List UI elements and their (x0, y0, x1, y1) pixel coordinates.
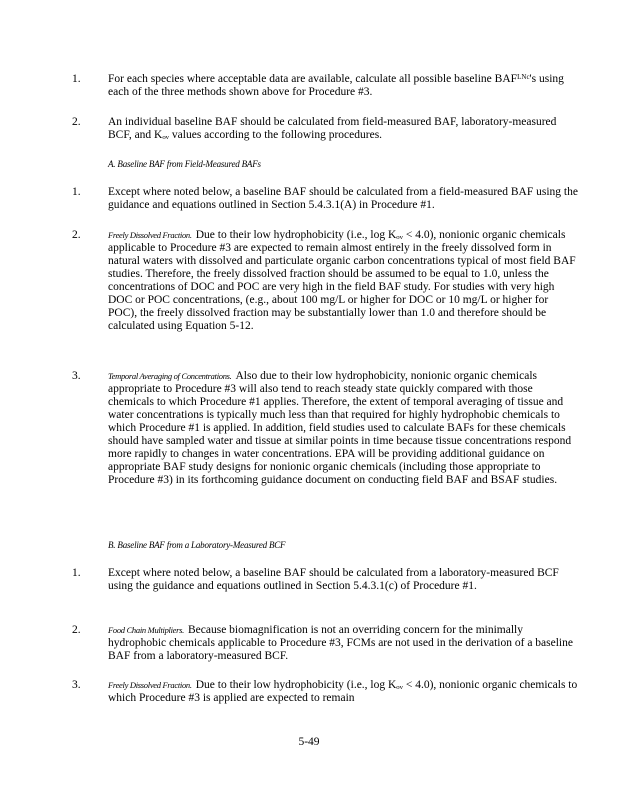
item-paragraph (108, 370, 578, 487)
section-a-heading: A. Baseline BAF from Field-Measured BAFs (108, 159, 261, 169)
item-number: 1. (72, 567, 81, 579)
item-text: Due to their low hydrophobicity (i.e., log Kₒᵥ < 4.0), nonionic organic chemicals to which Procedure #3 is applied are expected to remain (108, 679, 578, 704)
item-text: For each species where acceptable data are available, calculate all possible baseline BAFᴸᴺᶜ's using each of the three methods shown above for Procedure #3. (108, 73, 564, 98)
item-paragraph (108, 229, 578, 333)
item-number: 3. (72, 370, 81, 382)
item-text: Because biomagnification is not an overriding concern for the minimally hydrophobic chemicals applicable to Procedure #3, FCMs are not used in the derivation of a baseline BAF from a laboratory-measured BCF. (108, 624, 573, 662)
item-text: Except where noted below, a baseline BAF should be calculated from a laboratory-measured BCF using the guidance and equations outlined in Section 5.4.3.1(c) of Procedure #1. (108, 567, 559, 592)
item-title: Freely Dissolved Fraction. (108, 680, 192, 690)
item-paragraph (108, 624, 578, 663)
item-text: An individual baseline BAF should be calculated from field-measured BAF, laboratory-measured BCF, and Kₒᵥ values according to the following procedures. (108, 116, 557, 141)
item-title: Food Chain Multipliers. (108, 625, 184, 635)
item-number: 2. (72, 116, 81, 128)
item-number: 3. (72, 679, 81, 691)
item-text: Except where noted below, a baseline BAF should be calculated from a field-measured BAF using the guidance and equations outlined in Section 5.4.3.1(A) in Procedure #1. (108, 186, 578, 211)
item-paragraph (108, 679, 578, 705)
item-number: 2. (72, 624, 81, 636)
page-number: 5-49 (298, 736, 320, 748)
item-number: 2. (72, 229, 81, 241)
item-title: Temporal Averaging of Concentrations. (108, 371, 232, 381)
item-number: 1. (72, 73, 81, 85)
item-number: 1. (72, 186, 81, 198)
item-text: Also due to their low hydrophobicity, nonionic organic chemicals appropriate to Procedure #3 will also tend to reach steady state quickly compared with those chemicals to which Procedure #1 applies. Therefore, the extent of temporal averaging of tissue and water concentrations is typically much less than that required for highly hydrophobic chemicals to which Procedure #1 is applied. In addition, field studies used to calculate BAFs for these chemicals should have sampled water and tissue at similar points in time because tissue concentrations respond more rapidly to changes in water concentrations. EPA will be providing additional guidance on appropriate BAF study designs for nonionic organic chemicals (including those appropriate to Procedure #3) in its forthcoming guidance document on conducting field BAF and BSAF studies. (108, 370, 572, 486)
item-title: Freely Dissolved Fraction. (108, 230, 192, 240)
section-b-heading: B. Baseline BAF from a Laboratory-Measured BCF (108, 540, 286, 550)
item-text: Due to their low hydrophobicity (i.e., log Kₒᵥ < 4.0), nonionic organic chemicals applicable to Procedure #3 are expected to remain almost entirely in the freely dissolved form in natural waters with dissolved and particulate organic carbon concentrations typical of most field BAF studies. Therefore, the freely dissolved fraction should be assumed to be equal to 1.0, unless the concentrations of DOC and POC are very high in the field BAF study. For studies with very high DOC or POC concentrations, (e.g., about 100 mg/L or higher for DOC or 10 mg/L or higher for POC), the freely dissolved fraction may be substantially lower than 1.0 and therefore should be calculated using Equation 5-12. (108, 229, 576, 332)
